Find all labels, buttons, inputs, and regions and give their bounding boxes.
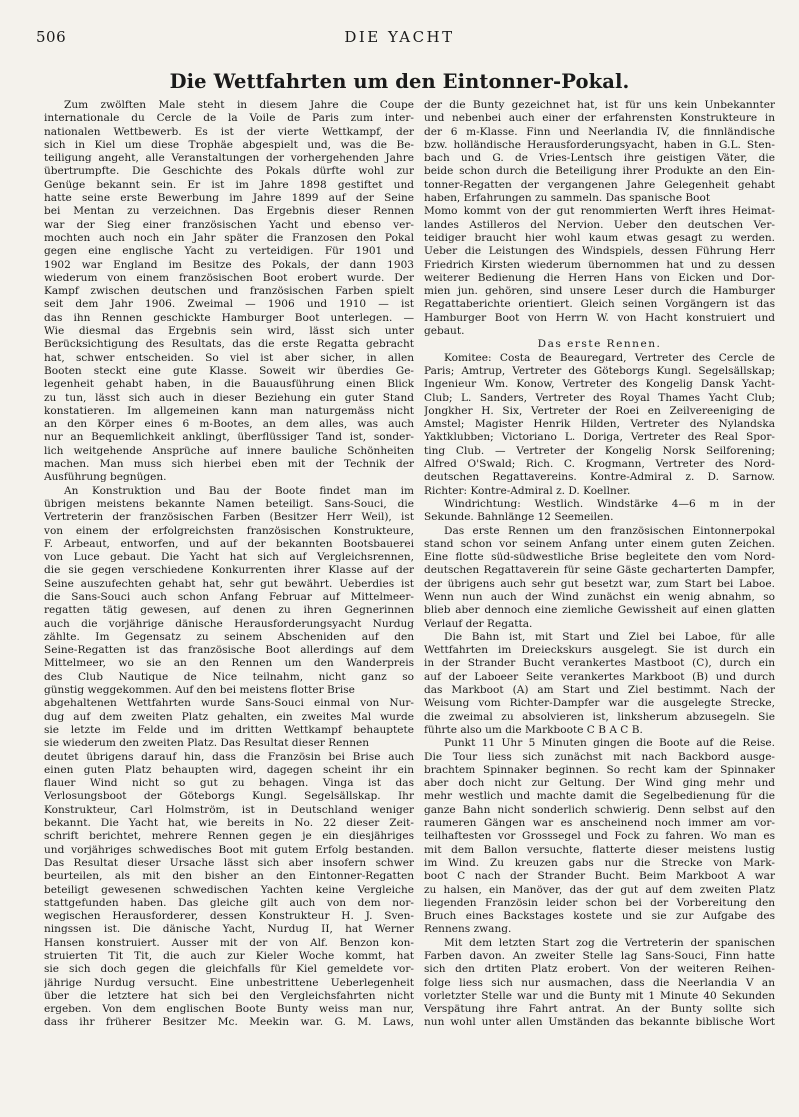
text-line: sich den drtiten Platz erobert. Von der weiteren Reihen- [424,963,775,976]
text-line: übertrumpfte. Die Geschichte des Pokals dürfte wohl zur [44,165,414,178]
text-line: einen guten Platz behaupten wird, dagegen scheint ihr ein [44,763,414,776]
text-line: bekannt. Die Yacht hat, wie bereits in No. 22 dieser Zeit- [44,817,414,830]
text-line: sich in Kiel um diese Trophäe abgespielt und, was die Be- [44,138,414,151]
text-line: mit dem Ballon versuchte, flatterte dieser meistens lustig [424,843,775,856]
text-line: auch die vorjährige dänische Herausforderungsyacht Nurdug [44,617,414,630]
text-line: gegen eine englische Yacht zu verteidigen. Für 1901 und [44,245,414,258]
text-line: An Konstruktion und Bau der Boote findet man im [64,484,414,497]
text-line: regatten tätig gewesen, auf denen zu ihren Gegnerinnen [44,604,414,617]
text-line: auf der Laboeer Seite verankertes Markboot (B) und durch [424,670,775,683]
text-line: ting Club. — Vertreter der Kongelig Norsk Seilforening; [424,444,775,457]
text-line: sie wiederum den zweiten Platz. Das Resultat dieser Rennen [44,737,370,750]
text-line: struierten Tit Tit, die auch zur Kieler Woche kommt, hat [44,950,414,962]
text-line: boot C nach der Strander Bucht. Beim Markboot A war [424,870,775,883]
text-line: deutet übrigens darauf hin, dass die Französin bei Brise auch [44,750,414,763]
section-heading: Das erste Rennen. [537,338,662,351]
left-column [44,99,414,1030]
text-line: Wettfahrten im Dreieckskurs ausgelegt. Sie ist durch ein [424,644,775,657]
text-line: Komitee: Costa de Beauregard, Vertreter des Cercle de [444,351,775,364]
text-line: bach und G. de Vries-Lentsch ihre geistigen Väter, die [424,152,775,165]
text-line: Rennens zwang. [424,923,512,936]
text-line: internationale du Cercle de la Voile de Paris zum inter- [44,112,414,125]
text-line: jährige Nurdug versucht. Eine unbestrittene Ueberlegenheit [44,976,414,989]
text-line: Regattaberichte orientiert. Gleich seinen Vorgängern ist das [424,298,775,311]
text-line: tonner-Regatten der vergangenen Jahre Gelegenheit gehabt [424,178,775,191]
text-line: Die Tour liess sich zunächst mit nach Backbord ausge- [424,750,775,763]
text-line: hatte seine erste Bewerbung im Jahre 1899 auf der Seine [44,192,414,205]
text-line: Mittelmeer, wo sie an den Rennen um den Wanderpreis [44,657,414,670]
text-line: bei Mentan zu verzeichnen. Das Ergebnis dieser Rennen [44,205,414,218]
text-line: dass ihr früherer Besitzer Mc. Meekin war. G. M. Laws, [44,1016,414,1029]
text-line: landes Astilleros del Nervion. Ueber den deutschen Ver- [424,218,775,231]
text-line: stattgefunden haben. Das gleiche gilt auch von dem nor- [44,896,414,909]
text-line: teidiger braucht hier wohl kaum etwas gesagt zu werden. [424,231,775,244]
text-line: seit dem Jahr 1906. Zweimal — 1906 und 1910 — ist [44,298,414,311]
text-line: Die Bahn ist, mit Start und Ziel bei Laboe, für alle [444,630,775,643]
text-line: Friedrich Kirsten wiederum übernommen hat und zu dessen [424,258,775,271]
text-line: liegenden Französin leider schon bei der Vorbereitung den [424,896,775,909]
text-line: Ueber die Leistungen des Windspiels, dessen Führung Herr [424,245,775,258]
text-line: Amstel; Magister Henrik Hilden, Vertreter des Nylandska [424,418,775,431]
right-column [424,99,775,1030]
text-line: stand schon vor seinem Anfang unter einem guten Zeichen. [424,537,775,550]
text-line: gebaut. [424,325,465,338]
text-line: folge liess sich nur ausmachen, dass die Neerlandia V an [424,976,775,989]
text-line: Kampf zwischen deutschen und französischen Farben spielt [44,285,414,298]
text-line: teiligung angeht, alle Veranstaltungen der vorhergehenden Jahre [44,152,414,165]
text-line: in der Strander Bucht verankertes Mastboot (C), durch ein [424,657,775,670]
text-line: teilhaftesten vor Grosssegel und Fock zu fahren. Wo man es [424,830,775,843]
text-line: Verlosungsboot der Göteborgs Kungl. Segelsällskap. Ihr [44,790,414,803]
text-line: haben, Erfahrungen zu sammeln. Das spanische Boot [424,192,711,205]
text-line: die sie gegen verschiedene Konkurrenten ihrer Klasse auf der [44,564,414,577]
text-line: Booten steckt eine gute Klasse. Soweit wir überdies Ge- [44,364,414,377]
text-line: der 6 m-Klasse. Finn und Neerlandia IV, die finnländische [424,125,775,138]
text-line: von Luce gebaut. Die Yacht hat sich auf Vergleichsrennen, [44,551,414,564]
text-line: von einem der erfolgreichsten französischen Konstrukteure, [44,524,414,537]
text-line: und vorjähriges schwedisches Boot mit gutem Erfolg bestanden. [44,843,414,856]
text-line: wiederum von einem französischen Boot erobert wurde. Der [44,271,414,284]
text-line: übrigen meistens bekannte Namen beteiligt. Sans-Souci, die [44,497,414,510]
text-line: der übrigens auch sehr gut besetzt war, zum Start bei Laboe. [424,577,775,590]
text-line: Paris; Amtrup, Vertreter des Göteborgs Kungl. Segelsällskap; [424,364,775,377]
text-line: bzw. holländische Herausforderungsyacht, haben in G.L. Sten- [424,138,775,151]
text-line: Das Resultat dieser Ursache lässt sich aber insofern schwer [44,856,414,869]
text-line: die zweimal zu absolvieren ist, linksherum abzusegeln. Sie [424,710,775,723]
text-line: im Wind. Zu kreuzen gabs nur die Strecke von Mark- [424,856,775,869]
text-line: Sekunde. Bahnlänge 12 Seemeilen. [424,511,614,524]
text-line: machen. Man muss sich hierbei eben mit der Technik der [44,458,414,471]
text-line: ganze Bahn nicht sonderlich schwierig. Denn selbst auf den [424,803,775,816]
text-line: Wenn nun auch der Wind zunächst ein wenig abnahm, so [424,590,775,603]
text-line: mien jun. gehören, sind unsere Leser durch die Hamburger [424,285,775,298]
text-line: war der Sieg einer französischen Yacht und ebenso ver- [44,218,414,231]
text-line: schrift berichtet, mehrere Rennen gegen je ein diesjähriges [44,830,414,843]
text-line: Richter: Kontre-Admiral z. D. Koellner. [424,484,631,497]
text-line: Eine flotte süd-südwestliche Brise begleitete den vom Nord- [424,551,775,564]
text-line: an den Körper eines 6 m-Bootes, an dem alles, was auch [44,418,414,431]
text-line: nun wohl unter allen Umständen das bekannte biblische Wort [424,1016,775,1029]
text-line: mochten auch noch ein Jahr später die Franzosen den Pokal [44,231,414,244]
text-line: Windrichtung: Westlich. Windstärke 4—6 m in der [444,497,775,510]
text-line: günstig weggekommen. Auf den bei meistens flotter Brise [44,684,355,697]
text-line: Yaktklubben; Victoriano L. Doriga, Vertreter des Real Spor- [424,431,775,444]
text-line: dug auf dem zweiten Platz gehalten, ein zweites Mal wurde [44,710,414,723]
page-number: 506 [36,28,67,46]
text-line: F. Arbeaut, entworfen, und auf der bekannten Bootsbauerei [44,537,414,550]
text-line: Das erste Rennen um den französischen Eintonnerpokal [444,524,775,537]
text-line: 1902 war England im Besitze des Pokals, der dann 1903 [44,258,414,271]
text-line: lich weitgehende Ansprüche auf innere bauliche Schönheiten [44,444,414,457]
text-line: Jongkher H. Six, Vertreter der Roei en Zeilvereeniging de [424,404,775,417]
text-line: hat, schwer entscheiden. So viel ist aber sicher, in allen [44,351,414,364]
text-line: beteiligt gewesenen schwedischen Yachten keine Vergleiche [44,883,414,896]
text-line: die Sans-Souci auch schon Anfang Februar auf Mittelmeer- [44,590,414,603]
text-line: Konstrukteur, Carl Holmström, ist in Deutschland weniger [44,803,414,816]
text-line: über die letztere hat sich bei den Vergleichsfahrten nicht [44,989,414,1002]
text-line: Bruch eines Backstages kostete und sie zur Aufgabe des [424,910,775,923]
text-line: beide schon durch die Beteiligung ihrer Produkte an den Ein- [424,165,775,178]
text-line: nur an Bequemlichkeit anklingt, überflüssiger Tand ist, sonder- [44,431,414,444]
article-title: Die Wettfahrten um den Eintonner-Pokal. [169,70,630,93]
text-line: deutschen Regattaverein für seine Gäste gecharterten Dampfer, [424,564,775,577]
text-line: deutschen Regattavereins. Kontre-Admiral z. D. Sarnow. [424,471,775,484]
text-line: brachtem Spinnaker beginnen. So recht kam der Spinnaker [424,763,775,776]
text-line: Hamburger Boot von Herrn W. von Hacht konstruiert und [424,311,775,324]
text-line: legenheit gehabt haben, in die Bauausführung einen Blick [44,378,414,391]
text-line: Genüge bekannt sein. Er ist im Jahre 1898 gestiftet und [44,178,414,191]
text-line: Weisung vom Richter-Dampfer war die ausgelegte Strecke, [424,697,775,710]
text-line: führte also um die Markboote C B A C B. [424,723,643,736]
text-line: das ihn Rennen geschickte Hamburger Boot unterlegen. — [44,311,414,324]
text-line: nationalen Wettbewerb. Es ist der vierte Wettkampf, der [44,125,414,138]
text-line: zu halsen, ein Manöver, das der gut auf dem zweiten Platz [424,883,775,896]
text-line: Wie diesmal das Ergebnis sein wird, lässt sich unter [44,325,414,338]
text-line: Zum zwölften Male steht in diesem Jahre die Coupe [64,99,414,111]
text-line: ergeben. Von dem englischen Boote Bunty weiss man nur, [44,1003,414,1016]
text-line: Seine auszufechten gehabt hat, sehr gut bewährt. Ueberdies ist [44,577,414,590]
text-line: der die Bunty gezeichnet hat, ist für uns kein Unbekannter [424,99,775,111]
text-line: sie letzte im Felde und im dritten Wettkampf behauptete [44,723,414,736]
text-line: Mit dem letzten Start zog die Vertreterin der spanischen [444,936,775,949]
text-line: Ausführung begnügen. [44,471,167,484]
text-line: Farben davon. An zweiter Stelle lag Sans-Souci, Finn hatte [424,950,775,962]
text-line: zählte. Im Gegensatz zu seinem Abscheniden auf den [44,630,414,643]
text-line: Momo kommt von der gut renommierten Werft ihres Heimat- [424,205,775,218]
text-line: Club; L. Sanders, Vertreter des Royal Thames Yacht Club; [424,391,775,404]
text-line: Alfred O'Swald; Rich. C. Krogmann, Vertreter des Nord- [424,458,775,471]
text-line: konstatieren. Im allgemeinen kann man naturgemäss nicht [44,404,414,417]
text-line: Seine-Regatten ist das französische Boot allerdings auf dem [44,644,414,657]
text-line: das Markboot (A) am Start und Ziel bestimmt. Nach der [424,684,775,697]
text-line: Punkt 11 Uhr 5 Minuten gingen die Boote auf die Reise. [444,737,775,750]
text-line: zu tun, lässt sich auch in dieser Beziehung ein guter Stand [44,391,414,404]
text-line: Ingenieur Wm. Konow, Vertreter des Kongelig Dansk Yacht- [424,378,775,391]
text-line: Verspätung ihre Fahrt antrat. An der Bunty sollte sich [424,1003,775,1016]
running-head: DIE YACHT [344,28,455,46]
text-line: weiterer Bedienung die Herren Hans von Eicken und Dor- [424,271,775,284]
text-line: Vertreterin der französischen Farben (Besitzer Herr Weil), ist [44,511,414,524]
text-line: wegischen Herausforderer, dessen Konstrukteur H. J. Sven- [44,910,414,923]
text-line: Berücksichtigung des Resultats, das die erste Regatta gebracht [44,338,414,351]
text-line: des Club Nautique de Nice teilnahm, nicht ganz so [44,670,414,683]
text-line: blieb aber dennoch eine ziemliche Gewissheit auf einen glatten [424,604,775,617]
text-line: aber doch nicht zur Geltung. Der Wind ging mehr und [424,777,775,790]
text-line: vorletzter Stelle war und die Bunty mit 1 Minute 40 Sekunden [424,989,775,1002]
text-line: ningssen ist. Die dänische Yacht, Nurdug II, hat Werner [44,923,414,936]
text-line: Verlauf der Regatta. [424,617,533,630]
text-line: abgehaltenen Wettfahrten wurde Sans-Souci einmal von Nur- [44,697,414,710]
text-line: Hansen konstruiert. Ausser mit der von Alf. Benzon kon- [44,936,414,949]
text-line: und nebenbei auch einer der erfahrensten Konstrukteure in [424,112,775,125]
text-line: beurteilen, als mit den bisher an den Eintonner-Regatten [44,870,414,883]
text-line: flauer Wind nicht so gut zu behagen. Vinga ist das [44,777,414,790]
text-line: mehr westlich und machte damit die Segelbedienung für die [424,790,775,803]
text-line: sie sich doch gegen die gleichfalls für Kiel gemeldete vor- [44,963,414,976]
text-line: raumeren Gängen war es anscheinend noch immer am vor- [424,817,775,830]
